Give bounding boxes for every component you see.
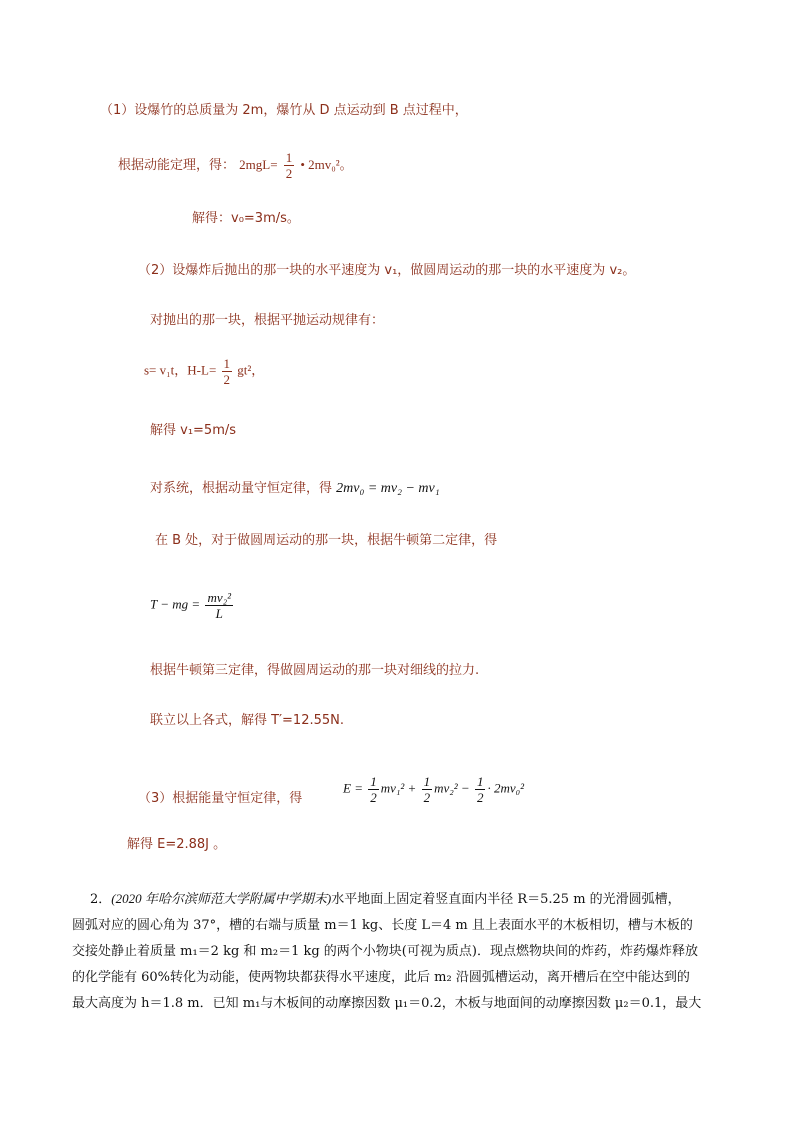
problem-2-line-2: 圆弧对应的圆心角为 37°，槽的右端与质量 m＝1 kg、长度 L＝4 m 且上表面水平的木板相切，槽与木板的: [72, 918, 693, 933]
solution-tension: 联立以上各式，解得 T′=12.55N.: [150, 713, 344, 728]
problem-2-source: (2020 年哈尔滨师范大学附属中学期末): [111, 891, 332, 906]
tension-eq-left: T − mg =: [150, 596, 201, 612]
solution-v0: 解得：v₀=3m/s。: [192, 211, 300, 226]
problem-2-line-4: 的化学能有 60%转化为动能，使两物块都获得水平速度，此后 m₂ 沿圆弧槽运动，离开槽后在空中能达到的: [72, 970, 690, 985]
energy-frac-2: $\frac{1}{2}$: [423, 774, 431, 805]
momentum-conservation-line: [150, 480, 440, 498]
projectile-eq-left: s= v₁t，H-L=: [144, 362, 217, 378]
momentum-equation: 2mv₀ = mv₂ − mv₁: [336, 481, 440, 496]
projectile-intro: 对抛出的那一块，根据平抛运动规律有：: [150, 313, 385, 328]
newton-second-law-equation: [150, 590, 235, 621]
projectile-eq-right: gt²，: [237, 362, 265, 378]
energy-conservation-equation: E = $\frac{1}{2}$ mv₁² + $\frac{1}{2}$ mv₂² − $\frac{1}{2}$ · 2mv₀²: [343, 774, 525, 805]
energy-frac-1: $\frac{1}{2}$: [370, 774, 377, 805]
solution-v1: 解得 v₁=5m/s: [150, 423, 237, 438]
momentum-text: 对系统，根据动量守恒定律，得: [150, 481, 333, 496]
projectile-equations: [144, 356, 264, 387]
kinetic-energy-fraction: $\frac{1}{2}$: [285, 150, 293, 181]
solution-part2-setup: （2）设爆炸后抛出的那一块的水平速度为 v₁，做圆周运动的那一块的水平速度为 v₂。: [138, 263, 636, 278]
problem-2-line-3: 交接处静止着质量 m₁＝2 kg 和 m₂＝1 kg 的两个小物块(可视为质点)．现点燃物块间的炸药，炸药爆炸释放: [72, 944, 698, 959]
problem-2-text-1: 水平地面上固定着竖直面内半径 R＝5.25 m 的光滑圆弧槽，: [331, 892, 681, 907]
newton-third-law-line: 根据牛顿第三定律，得做圆周运动的那一块对细线的拉力.: [150, 663, 480, 678]
newton-second-law-intro: 在 B 处，对于做圆周运动的那一块，根据牛顿第二定律，得: [155, 533, 498, 548]
energy-frac-3: $\frac{1}{2}$: [476, 774, 484, 805]
kinetic-energy-text: 根据动能定理，得：: [118, 158, 236, 173]
problem-2-number: 2．: [90, 892, 112, 907]
solution-energy: 解得 E=2.88J 。: [127, 837, 227, 852]
problem-2-line-5: 最大高度为 h＝1.8 m．已知 m₁与木板间的动摩擦因数 μ₁＝0.2，木板与地面间的动摩擦因数 μ₂＝0.1，最大: [72, 996, 702, 1011]
kinetic-energy-eq-left: 2mgL=: [239, 157, 278, 172]
kinetic-energy-eq-right: • 2mv₀²。: [300, 157, 353, 172]
solution-part1-setup: （1）设爆竹的总质量为 2m，爆竹从 D 点运动到 B 点过程中，: [100, 103, 468, 118]
problem-2-line-1: [72, 886, 722, 913]
problem-2: [72, 886, 722, 1017]
projectile-fraction: $\frac{1}{2}$: [223, 356, 231, 387]
centripetal-fraction: $\frac{\text{mv₂²}}{L}$: [207, 590, 232, 621]
energy-conservation-text: （3）根据能量守恒定律，得: [138, 791, 303, 806]
kinetic-energy-theorem-line: [118, 150, 353, 181]
